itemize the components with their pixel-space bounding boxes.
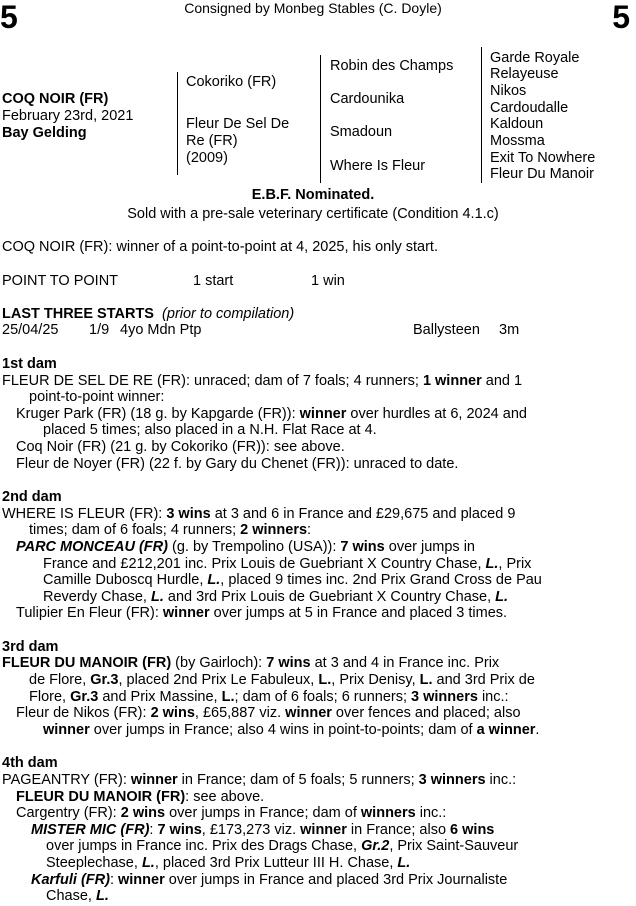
pedigree-divider-3 [481,47,482,183]
gen3-2: Relayeuse [490,66,559,82]
last-three-note: (prior to compilation) [162,306,295,322]
third-dam-line: winner over jumps in France; also 4 wins in point-to-points; dam of a winner. [43,722,540,738]
first-dam-line: FLEUR DE SEL DE RE (FR): unraced; dam of 7 foals; 4 runners; 1 winner and 1 [2,373,523,389]
first-dam-line: point-to-point winner: [29,389,165,405]
sire: Cokoriko (FR) [186,74,277,90]
ebf-nominated: E.B.F. Nominated. [251,187,375,203]
dam-name-line1: Fleur De Sel De [186,116,290,132]
third-dam-line: de Flore, Gr.3, placed 2nd Prix Le Fabuleux, L., Prix Denisy, L. and 3rd Prix de [29,672,535,688]
ptp-wins: 1 win [311,273,345,289]
second-dam-line: France and £212,201 inc. Prix Louis de Guebriant X Country Chase, L., Prix [43,556,532,572]
second-dam-line: times; dam of 6 foals; 4 runners; 2 winners: [29,522,312,538]
fourth-dam-heading: 4th dam [2,755,58,771]
grandsire-paternal: Robin des Champs [330,58,454,74]
fourth-dam-line: MISTER MIC (FR): 7 wins, £173,273 viz. winner in France; also 6 wins [31,822,495,838]
first-dam-line: Fleur de Noyer (FR) (22 f. by Gary du Chenet (FR)): unraced to date. [16,456,459,472]
granddam-paternal: Cardounika [330,91,405,107]
dam-name-line2: Re (FR) [186,133,238,149]
fourth-dam-line: Cargentry (FR): 2 wins over jumps in France; dam of winners inc.: [16,805,447,821]
lot-number-left: 5 [0,0,18,35]
horse-foaled: February 23rd, 2021 [2,108,134,124]
horse-description: Bay Gelding [2,125,87,141]
race-date: 25/04/25 [2,322,59,338]
first-dam-heading: 1st dam [2,356,57,372]
consignor: Consigned by Monbeg Stables (C. Doyle) [184,0,442,16]
fourth-dam-line: Steeplechase, L., placed 3rd Prix Lutteur III H. Chase, L. [46,855,411,871]
second-dam-line: PARC MONCEAU (FR) (g. by Trempolino (USA)): 7 wins over jumps in [16,539,475,555]
last-three-title: LAST THREE STARTS [2,306,154,322]
gen3-1: Garde Royale [490,50,580,66]
last-three-heading [2,306,294,323]
dam-year: (2009) [186,150,228,166]
first-dam-line: Coq Noir (FR) (21 g. by Cokoriko (FR)): see above. [16,439,345,455]
gen3-5: Kaldoun [490,116,544,132]
horse-name: COQ NOIR (FR) [2,91,109,107]
third-dam-heading: 3rd dam [2,639,59,655]
summary: COQ NOIR (FR): winner of a point-to-point at 4, 2025, his only start. [2,239,438,255]
race-distance: 3m [499,322,520,338]
race-position: 1/9 [89,322,110,338]
grandsire-maternal: Smadoun [330,124,393,140]
gen3-7: Exit To Nowhere [490,150,596,166]
race-course: Ballysteen [413,322,480,338]
second-dam-line: WHERE IS FLEUR (FR): 3 wins at 3 and 6 in France and £29,675 and placed 9 [2,506,516,522]
ptp-starts: 1 start [193,273,234,289]
pedigree-divider-2 [320,55,321,183]
first-dam-line: placed 5 times; also placed in a N.H. Flat Race at 4. [43,422,377,438]
third-dam-line: FLEUR DU MANOIR (FR) (by Gairloch): 7 wins at 3 and 4 in France inc. Prix [2,655,500,671]
fourth-dam-line: Chase, L. [46,888,109,904]
third-dam-line: Fleur de Nikos (FR): 2 wins, £65,887 viz. winner over fences and placed; also [16,705,521,721]
vet-certificate: Sold with a pre-sale veterinary certificate (Condition 4.1.c) [127,206,499,222]
granddam-maternal: Where Is Fleur [330,158,426,174]
first-dam-line: Kruger Park (FR) (18 g. by Kapgarde (FR)): winner over hurdles at 6, 2024 and [16,406,527,422]
ptp-label: POINT TO POINT [2,273,119,289]
fourth-dam-line: FLEUR DU MANOIR (FR): see above. [16,789,265,805]
race-type: 4yo Mdn Ptp [120,322,202,338]
gen3-8: Fleur Du Manoir [490,166,594,182]
second-dam-line: Camille Duboscq Hurdle, L., placed 9 times inc. 2nd Prix Grand Cross de Pau [43,572,542,588]
gen3-3: Nikos [490,83,527,99]
second-dam-line: Reverdy Chase, L. and 3rd Prix Louis de Guebriant X Country Chase, L. [43,589,509,605]
gen3-6: Mossma [490,133,545,149]
fourth-dam-line: Karfuli (FR): winner over jumps in France and placed 3rd Prix Journaliste [31,872,508,888]
second-dam-line: Tulipier En Fleur (FR): winner over jumps at 5 in France and placed 3 times. [16,605,508,621]
pedigree-divider-1 [177,72,178,175]
second-dam-heading: 2nd dam [2,489,62,505]
third-dam-line: Flore, Gr.3 and Prix Massine, L.; dam of 6 foals; 6 runners; 3 winners inc.: [29,689,509,705]
gen3-4: Cardoudalle [490,100,569,116]
fourth-dam-line: PAGEANTRY (FR): winner in France; dam of 5 foals; 5 runners; 3 winners inc.: [2,772,517,788]
lot-number-right: 5 [612,0,630,35]
fourth-dam-line: over jumps in France inc. Prix des Drags Chase, Gr.2, Prix Saint-Sauveur [46,838,519,854]
